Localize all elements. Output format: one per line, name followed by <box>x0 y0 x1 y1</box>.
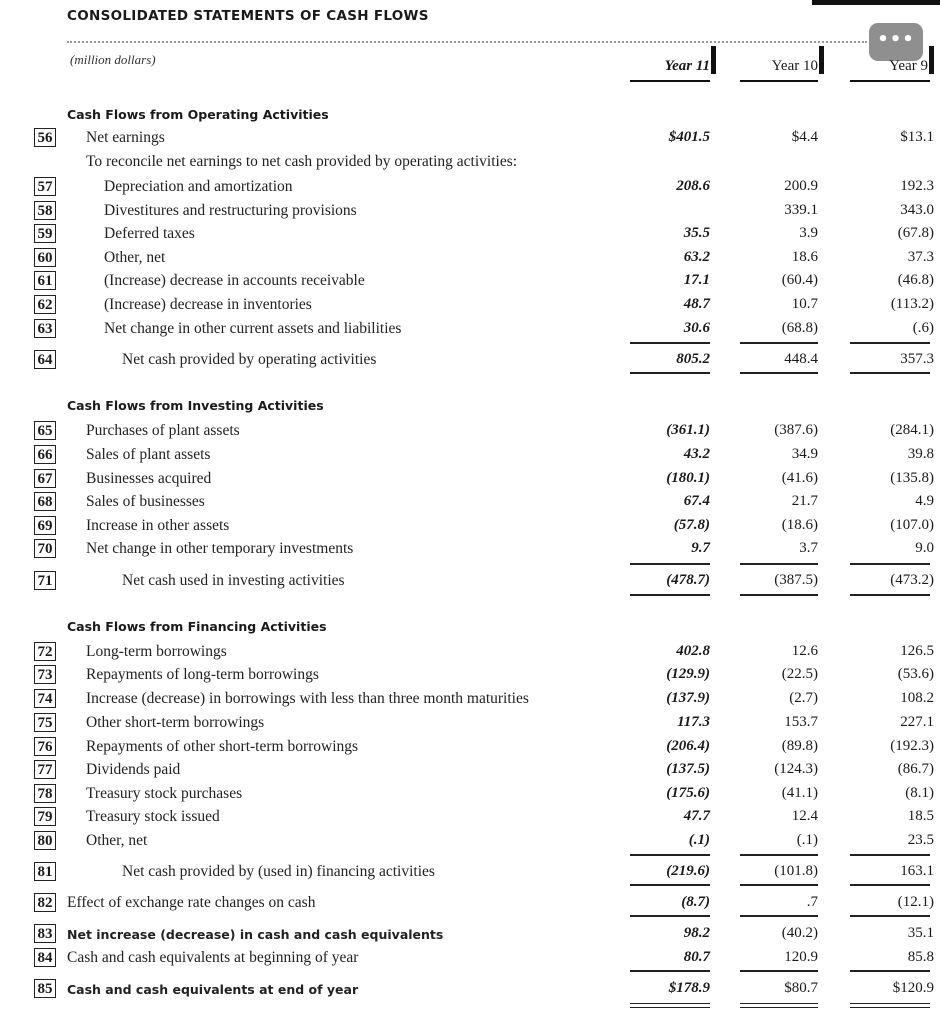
value-year-10: 34.9 <box>791 446 818 462</box>
header-rule <box>850 80 930 82</box>
value-year-9: (.6) <box>912 320 934 336</box>
value-year-11: (137.5) <box>666 761 710 777</box>
value-year-11: 17.1 <box>683 272 710 288</box>
value-year-9: 192.3 <box>900 178 934 194</box>
subtotal-rule <box>630 372 710 374</box>
line-number-badge: 63 <box>34 319 56 338</box>
value-year-10: (41.6) <box>781 470 818 486</box>
line-number-badge: 85 <box>34 979 56 998</box>
value-year-11: (.1) <box>688 832 710 848</box>
statement-row-74 <box>0 688 940 710</box>
statement-row-76 <box>0 736 940 758</box>
statement-row-67 <box>0 468 940 490</box>
line-number-badge: 81 <box>34 862 56 881</box>
value-year-10: 120.9 <box>784 949 818 965</box>
value-year-10: (22.5) <box>781 666 818 682</box>
statement-row-59 <box>0 223 940 245</box>
value-year-10: 12.6 <box>791 643 818 659</box>
value-year-11: 63.2 <box>683 249 710 265</box>
value-year-9: (107.0) <box>890 517 934 533</box>
value-year-10: (18.6) <box>781 517 818 533</box>
row-label: Net cash provided by (used in) financing activities <box>122 863 435 880</box>
line-number-badge: 68 <box>34 492 56 511</box>
row-label: Net increase (decrease) in cash and cash equivalents <box>67 927 444 942</box>
statement-row-57 <box>0 176 940 198</box>
statement-row-79 <box>0 806 940 828</box>
value-year-9: (8.1) <box>905 785 934 801</box>
line-number-badge: 77 <box>34 760 56 779</box>
line-number-badge: 64 <box>34 350 56 369</box>
statement-row-83 <box>0 923 940 945</box>
subtotal-rule <box>740 915 818 917</box>
value-year-11: 402.8 <box>676 643 710 659</box>
statement-row-75 <box>0 712 940 734</box>
value-year-11: (57.8) <box>673 517 710 533</box>
line-number-badge: 66 <box>34 445 56 464</box>
statement-row-82 <box>0 892 940 914</box>
subtotal-rule <box>630 342 710 344</box>
line-number-badge: 61 <box>34 271 56 290</box>
line-number-badge: 62 <box>34 295 56 314</box>
subtotal-rule <box>630 970 710 972</box>
value-year-9: (86.7) <box>897 761 934 777</box>
row-label: Cash and cash equivalents at end of year <box>67 982 359 997</box>
subtotal-rule <box>850 854 930 856</box>
statement-row-80 <box>0 830 940 852</box>
line-number-badge: 84 <box>34 948 56 967</box>
row-label: Businesses acquired <box>86 470 212 487</box>
row-label: Repayments of long-term borrowings <box>86 666 319 683</box>
line-number-badge: 67 <box>34 469 56 488</box>
line-number-badge: 76 <box>34 737 56 756</box>
value-year-9: (135.8) <box>890 470 934 486</box>
statement-row-56 <box>0 127 940 149</box>
row-label: Other short-term borrowings <box>86 714 265 731</box>
line-number-badge: 58 <box>34 201 56 220</box>
subtotal-rule <box>850 342 930 344</box>
value-year-9: (284.1) <box>890 422 934 438</box>
value-year-9: (113.2) <box>890 296 934 312</box>
value-year-11: 117.3 <box>677 714 710 730</box>
statement-row-58 <box>0 200 940 222</box>
row-label: Treasury stock purchases <box>86 785 243 802</box>
value-year-11: 35.5 <box>683 225 710 241</box>
value-year-11: 43.2 <box>683 446 710 462</box>
subtotal-rule <box>850 594 930 596</box>
double-total-rule <box>740 1003 818 1008</box>
value-year-10: (2.7) <box>789 690 818 706</box>
subtotal-rule <box>740 563 818 565</box>
value-year-10: (41.1) <box>781 785 818 801</box>
statement-row-66 <box>0 444 940 466</box>
value-year-10: $80.7 <box>784 980 818 996</box>
section-heading-operating: Cash Flows from Operating Activities <box>67 107 329 122</box>
value-year-11: 67.4 <box>683 493 710 509</box>
row-label: Net change in other temporary investments <box>86 540 354 557</box>
statement-row-70 <box>0 538 940 560</box>
value-year-10: 10.7 <box>791 296 818 312</box>
statement-row-64 <box>0 349 940 371</box>
value-year-10: (89.8) <box>781 738 818 754</box>
line-number-badge: 80 <box>34 831 56 850</box>
statement-row-71 <box>0 570 940 592</box>
value-year-11: 208.6 <box>676 178 710 194</box>
value-year-9: (12.1) <box>897 894 934 910</box>
double-total-rule <box>630 1003 710 1008</box>
value-year-11: 48.7 <box>683 296 710 312</box>
subtotal-rule <box>630 884 710 886</box>
value-year-11: (219.6) <box>666 863 710 879</box>
header-rule <box>740 80 818 82</box>
row-label: Deferred taxes <box>104 225 195 242</box>
double-total-rule <box>850 1003 930 1008</box>
more-options-button[interactable]: ••• <box>869 23 923 61</box>
value-year-9: $13.1 <box>900 129 934 145</box>
row-label: Treasury stock issued <box>86 808 220 825</box>
column-header-year-9: Year 9 <box>850 58 934 75</box>
line-number-badge: 79 <box>34 807 56 826</box>
row-label: Increase (decrease) in borrowings with less than three month maturities <box>86 690 529 707</box>
subtotal-rule <box>850 563 930 565</box>
subtotal-rule <box>630 854 710 856</box>
value-year-10: (387.6) <box>774 422 818 438</box>
subtotal-rule <box>850 970 930 972</box>
value-year-10: $4.4 <box>791 129 818 145</box>
value-year-11: 9.7 <box>691 540 710 556</box>
value-year-11: (361.1) <box>666 422 710 438</box>
row-label: Effect of exchange rate changes on cash <box>67 894 316 911</box>
row-label: Net change in other current assets and liabilities <box>104 320 402 337</box>
section-heading-investing: Cash Flows from Investing Activities <box>67 398 324 413</box>
subtotal-rule <box>740 342 818 344</box>
unit-label: (million dollars) <box>70 52 156 67</box>
statement-row-77 <box>0 759 940 781</box>
row-label: Sales of plant assets <box>86 446 211 463</box>
row-label: (Increase) decrease in accounts receivable <box>104 272 365 289</box>
value-year-9: 39.8 <box>907 446 934 462</box>
line-number-badge: 74 <box>34 689 56 708</box>
value-year-10: .7 <box>806 894 818 910</box>
row-label: Long-term borrowings <box>86 643 227 660</box>
statement-row-69 <box>0 515 940 537</box>
subtotal-rule <box>630 563 710 565</box>
column-header-year-10: Year 10 <box>740 58 824 75</box>
value-year-10: 153.7 <box>784 714 818 730</box>
value-year-10: 21.7 <box>791 493 818 509</box>
value-year-9: 163.1 <box>900 863 934 879</box>
value-year-10: 339.1 <box>784 202 818 218</box>
value-year-11: 30.6 <box>683 320 710 336</box>
value-year-11: (180.1) <box>666 470 710 486</box>
row-label: Net earnings <box>86 129 165 146</box>
line-number-badge: 72 <box>34 642 56 661</box>
value-year-9: (53.6) <box>897 666 934 682</box>
row-label: Increase in other assets <box>86 517 230 534</box>
value-year-11: $178.9 <box>668 980 710 996</box>
value-year-10: (40.2) <box>781 925 818 941</box>
row-label: Net cash used in investing activities <box>122 572 345 589</box>
row-label: Divestitures and restructuring provisions <box>104 202 357 219</box>
value-year-11: 98.2 <box>683 925 710 941</box>
dotted-divider <box>67 41 867 43</box>
line-number-badge: 65 <box>34 421 56 440</box>
row-label: Other, net <box>86 832 148 849</box>
value-year-11: 805.2 <box>676 351 710 367</box>
row-label: Cash and cash equivalents at beginning of year <box>67 949 359 966</box>
statement-row-72 <box>0 641 940 663</box>
value-year-10: 3.7 <box>799 540 818 556</box>
value-year-9: 23.5 <box>907 832 934 848</box>
statement-row-65 <box>0 420 940 442</box>
line-number-badge: 83 <box>34 924 56 943</box>
statement-row-61 <box>0 270 940 292</box>
value-year-9: 108.2 <box>900 690 934 706</box>
subtotal-rule <box>630 594 710 596</box>
row-label: Other, net <box>104 249 166 266</box>
value-year-10: (68.8) <box>781 320 818 336</box>
line-number-badge: 59 <box>34 224 56 243</box>
subtotal-rule <box>630 915 710 917</box>
statement-row-62 <box>0 294 940 316</box>
value-year-10: 448.4 <box>784 351 818 367</box>
value-year-10: (124.3) <box>774 761 818 777</box>
subtotal-rule <box>740 372 818 374</box>
value-year-9: 9.0 <box>915 540 934 556</box>
subtotal-rule <box>850 372 930 374</box>
row-label: Depreciation and amortization <box>104 178 293 195</box>
value-year-10: (60.4) <box>781 272 818 288</box>
value-year-10: 12.4 <box>791 808 818 824</box>
subtotal-rule <box>740 594 818 596</box>
row-label: Purchases of plant assets <box>86 422 240 439</box>
line-number-badge: 73 <box>34 665 56 684</box>
value-year-10: 200.9 <box>784 178 818 194</box>
row-label: (Increase) decrease in inventories <box>104 296 312 313</box>
statement-row-84 <box>0 947 940 969</box>
line-number-badge: 60 <box>34 248 56 267</box>
row-label: Repayments of other short-term borrowings <box>86 738 359 755</box>
statement-row-68 <box>0 491 940 513</box>
statement-row-78 <box>0 783 940 805</box>
line-number-badge: 82 <box>34 893 56 912</box>
value-year-9: 18.5 <box>907 808 934 824</box>
value-year-9: (473.2) <box>890 572 934 588</box>
subtotal-rule <box>740 884 818 886</box>
value-year-9: 227.1 <box>900 714 934 730</box>
value-year-9: 37.3 <box>907 249 934 265</box>
value-year-11: $401.5 <box>668 129 710 145</box>
line-number-badge: 70 <box>34 539 56 558</box>
reconcile-note: To reconcile net earnings to net cash provided by operating activities: <box>86 153 518 170</box>
value-year-11: 80.7 <box>683 949 710 965</box>
row-label: Net cash provided by operating activities <box>122 351 377 368</box>
line-number-badge: 78 <box>34 784 56 803</box>
value-year-11: (137.9) <box>666 690 710 706</box>
window-top-bar <box>812 0 940 5</box>
line-number-badge: 75 <box>34 713 56 732</box>
value-year-10: 18.6 <box>791 249 818 265</box>
statement-row-73 <box>0 664 940 686</box>
line-number-badge: 71 <box>34 571 56 590</box>
value-year-11: (129.9) <box>666 666 710 682</box>
value-year-11: (478.7) <box>666 572 710 588</box>
statement-row-63 <box>0 318 940 340</box>
value-year-11: 47.7 <box>683 808 710 824</box>
statement-row-85 <box>0 978 940 1000</box>
value-year-9: 85.8 <box>907 949 934 965</box>
value-year-9: 357.3 <box>900 351 934 367</box>
value-year-9: 126.5 <box>900 643 934 659</box>
line-number-badge: 56 <box>34 128 56 147</box>
section-heading-financing: Cash Flows from Financing Activities <box>67 619 327 634</box>
value-year-10: (387.5) <box>774 572 818 588</box>
value-year-9: 35.1 <box>907 925 934 941</box>
subtotal-rule <box>740 854 818 856</box>
value-year-10: 3.9 <box>799 225 818 241</box>
value-year-9: (192.3) <box>890 738 934 754</box>
value-year-9: 343.0 <box>900 202 934 218</box>
value-year-11: (206.4) <box>666 738 710 754</box>
header-rule <box>630 80 710 82</box>
value-year-10: (.1) <box>796 832 818 848</box>
row-label: Sales of businesses <box>86 493 205 510</box>
subtotal-rule <box>850 915 930 917</box>
statement-row-60 <box>0 247 940 269</box>
row-label: Dividends paid <box>86 761 181 778</box>
subtotal-rule <box>850 884 930 886</box>
value-year-9: $120.9 <box>892 980 934 996</box>
value-year-10: (101.8) <box>774 863 818 879</box>
line-number-badge: 57 <box>34 177 56 196</box>
column-header-year-11: Year 11 <box>630 58 716 75</box>
value-year-9: (46.8) <box>897 272 934 288</box>
line-number-badge: 69 <box>34 516 56 535</box>
subtotal-rule <box>740 970 818 972</box>
value-year-11: (175.6) <box>666 785 710 801</box>
value-year-9: (67.8) <box>897 225 934 241</box>
value-year-11: (8.7) <box>681 894 710 910</box>
statement-row-81 <box>0 861 940 883</box>
value-year-9: 4.9 <box>915 493 934 509</box>
statement-title: CONSOLIDATED STATEMENTS OF CASH FLOWS <box>67 8 429 24</box>
